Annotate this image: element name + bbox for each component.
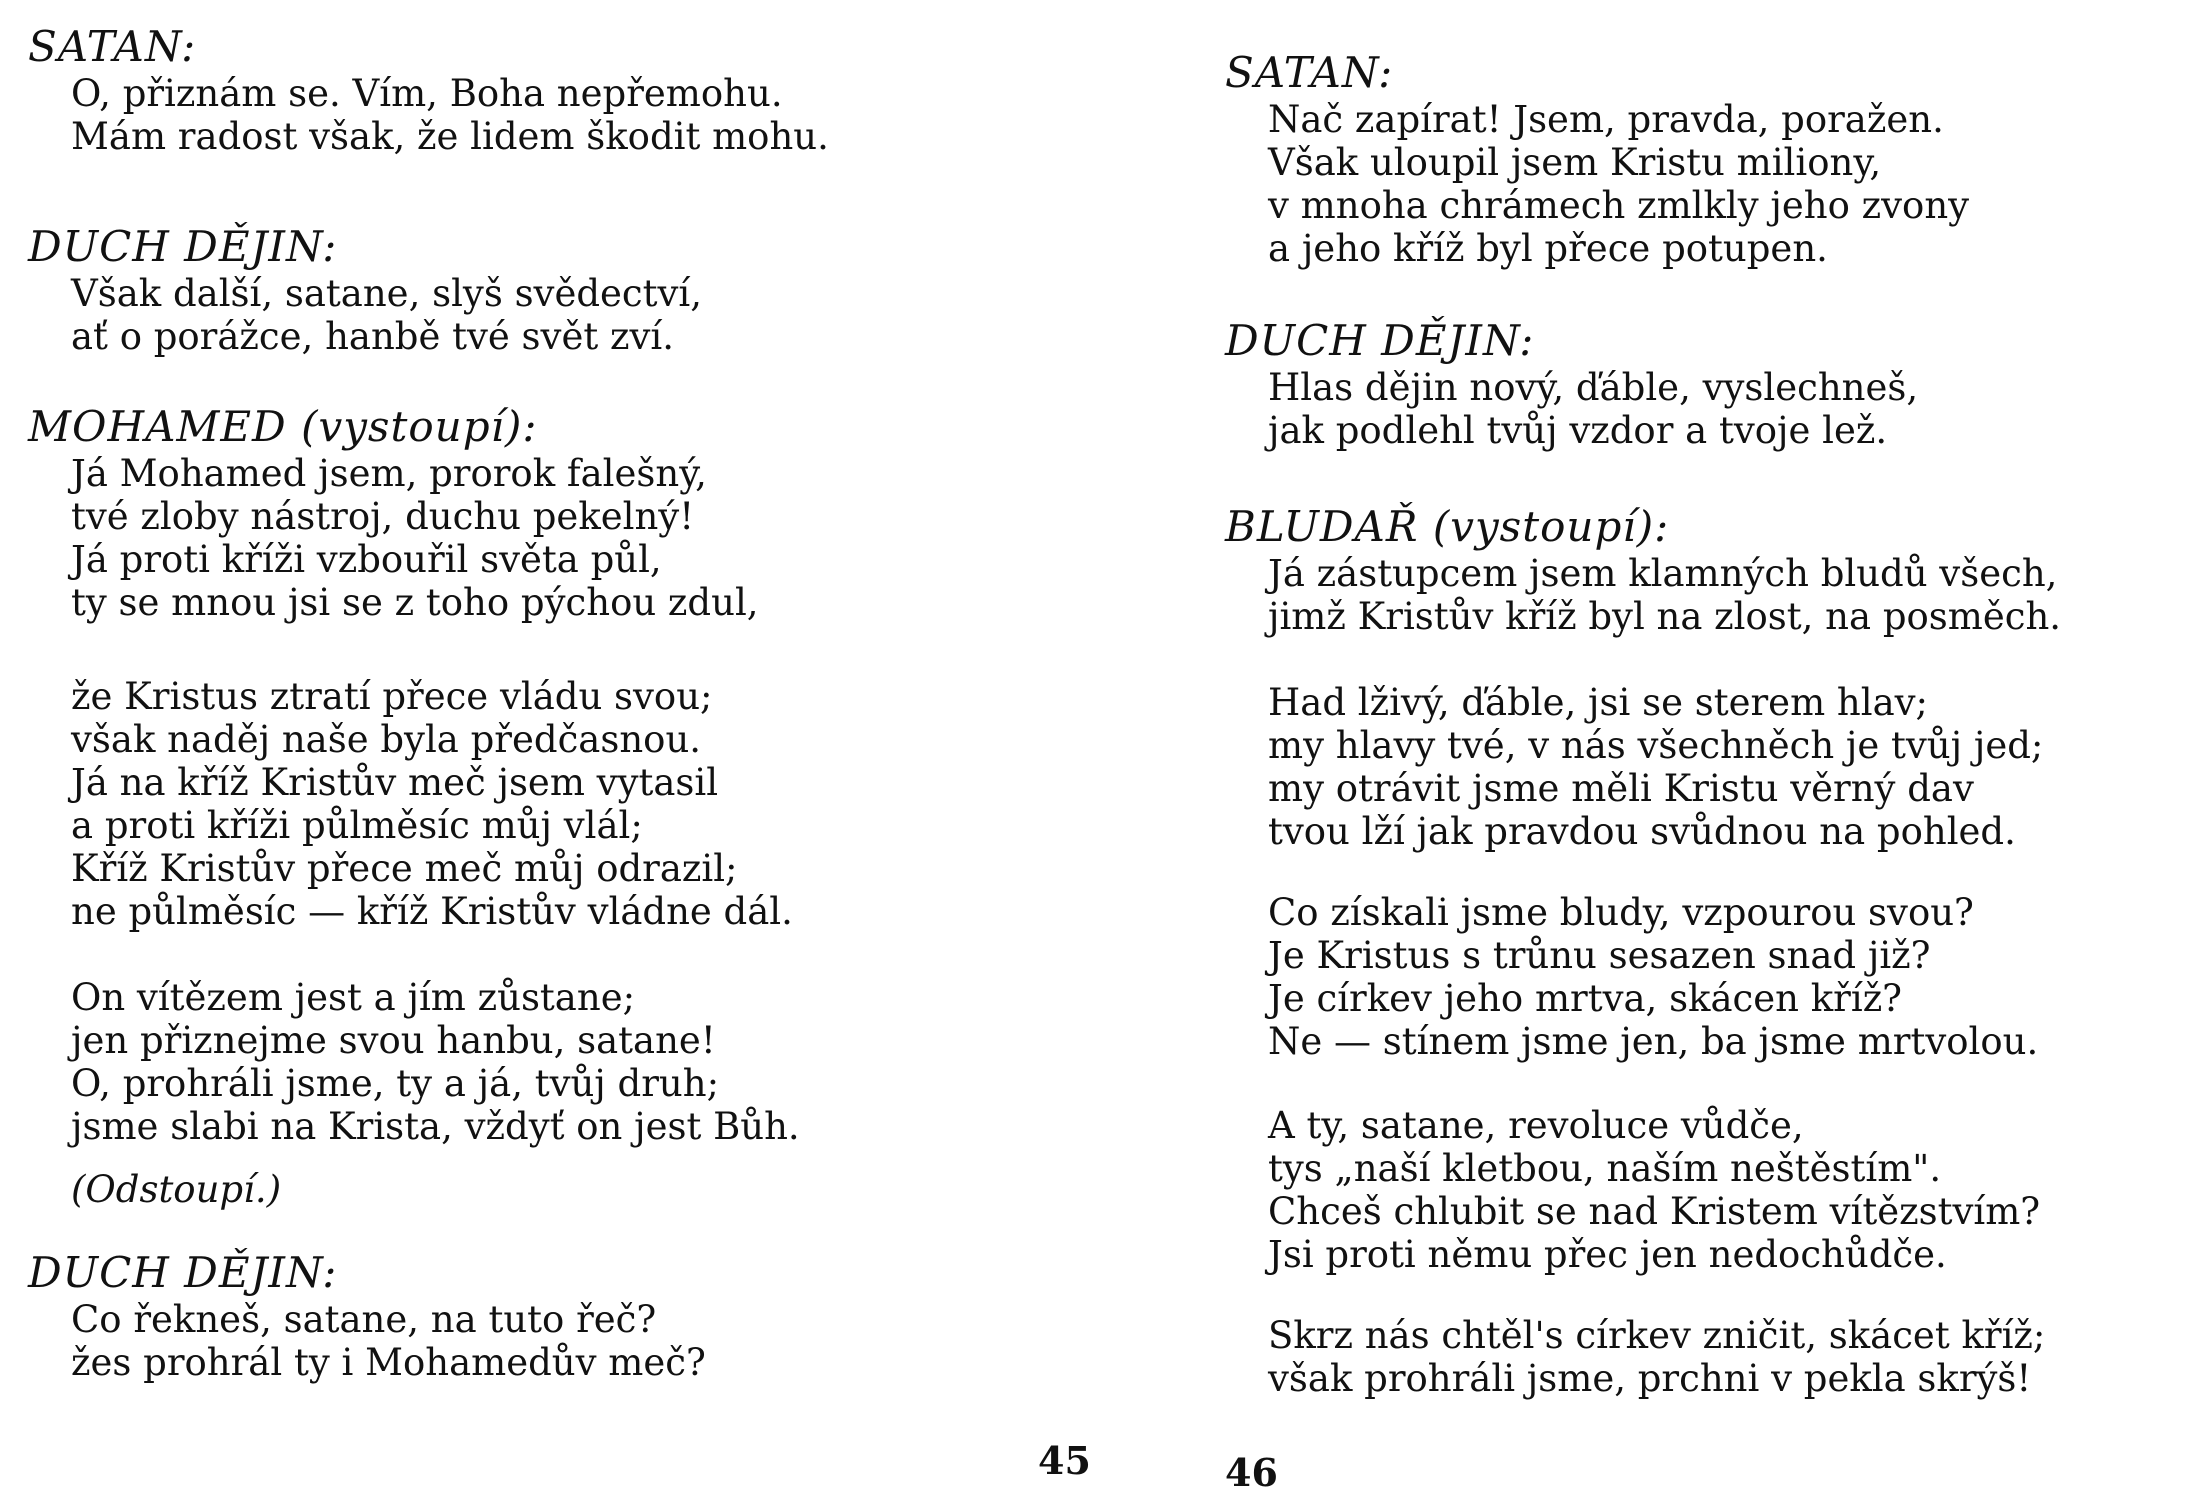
speaker-name: SATAN: (28, 22, 197, 71)
verse-line: Skrz nás chtěl's církev zničit, skácet kříž; (1268, 1314, 2046, 1357)
verse-line: jimž Kristův kříž byl na zlost, na posměch. (1268, 595, 2062, 638)
verse-line: ne půlměsíc — kříž Kristův vládne dál. (71, 890, 793, 933)
verse-lines (1225, 681, 2043, 853)
verse-lines (1225, 366, 1918, 452)
speech-block (28, 222, 702, 358)
stanza (1225, 1104, 2040, 1276)
stanza (28, 675, 793, 933)
speech-block (1225, 502, 2061, 638)
page-number: 45 (1038, 1438, 1091, 1483)
verse-line: ty se mnou jsi se z toho pýchou zdul, (71, 581, 759, 624)
verse-line: Ne — stínem jsme jen, ba jsme mrtvolou. (1268, 1020, 2039, 1063)
verse-line: Chceš chlubit se nad Kristem vítězstvím? (1268, 1190, 2041, 1233)
speaker-name: DUCH DĚJIN: (1225, 316, 1535, 365)
stanza (1225, 891, 2038, 1063)
speaker-name: DUCH DĚJIN: (28, 1248, 338, 1297)
verse-line: my otrávit jsme měli Kristu věrný dav (1268, 767, 1974, 810)
verse-line: O, prohráli jsme, ty a já, tvůj druh; (71, 1062, 720, 1105)
verse-line: A ty, satane, revoluce vůdče, (1268, 1104, 1804, 1147)
verse-lines (1225, 98, 1969, 270)
verse-line: Je Kristus s trůnu sesazen snad již? (1268, 934, 1931, 977)
speech-block (1225, 316, 1918, 452)
verse-line: Nač zapírat! Jsem, pravda, poražen. (1268, 98, 1944, 141)
speaker-name: DUCH DĚJIN: (28, 222, 338, 271)
verse-line: žes prohrál ty i Mohamedův meč? (71, 1341, 706, 1384)
verse-line: Jsi proti němu přec jen nedochůdče. (1268, 1233, 1947, 1276)
speaker-name: BLUDAŘ (vystoupí): (1225, 502, 1670, 551)
verse-line: a jeho kříž byl přece potupen. (1268, 227, 1828, 270)
verse-lines (28, 452, 759, 624)
speaker-name: MOHAMED (vystoupí): (28, 402, 538, 451)
stage-direction (28, 1168, 281, 1211)
verse-lines (1225, 891, 2038, 1063)
verse-lines (1225, 1104, 2040, 1276)
verse-line: Had lživý, ďáble, jsi se sterem hlav; (1268, 681, 1929, 724)
verse-line: tys „naší kletbou, naším neštěstím". (1268, 1147, 1942, 1190)
verse-line: Kříž Kristův přece meč můj odrazil; (71, 847, 738, 890)
stanza (1225, 1314, 2045, 1400)
verse-line: a proti kříži půlměsíc můj vlál; (71, 804, 643, 847)
page-number: 46 (1225, 1450, 1278, 1495)
speech-block (1225, 48, 1969, 270)
verse-line: v mnoha chrámech zmlkly jeho zvony (1268, 184, 1970, 227)
verse-lines (28, 976, 800, 1148)
verse-line: tvou lží jak pravdou svůdnou na pohled. (1268, 810, 2016, 853)
verse-line: Já proti kříži vzbouřil světa půl, (71, 538, 662, 581)
speech-block (28, 402, 759, 624)
verse-lines (28, 72, 829, 158)
verse-line: však prohráli jsme, prchni v pekla skrýš! (1268, 1357, 2032, 1400)
verse-line: však naděj naše byla předčasnou. (71, 718, 702, 761)
speech-block (28, 1248, 706, 1384)
verse-lines (28, 1298, 706, 1384)
verse-line: Však uloupil jsem Kristu miliony, (1268, 141, 1882, 184)
stage-direction-text: (Odstoupí.) (71, 1168, 282, 1211)
verse-line: On vítězem jest a jím zůstane; (71, 976, 636, 1019)
stanza (28, 976, 800, 1148)
verse-line: jak podlehl tvůj vzdor a tvoje lež. (1268, 409, 1888, 452)
verse-line: Já na kříž Kristův meč jsem vytasil (71, 761, 719, 804)
verse-line: tvé zloby nástroj, duchu pekelný! (71, 495, 695, 538)
stanza (1225, 681, 2043, 853)
verse-lines (1225, 1314, 2045, 1400)
verse-line: O, přiznám se. Vím, Boha nepřemohu. (71, 72, 783, 115)
verse-line: že Kristus ztratí přece vládu svou; (71, 675, 713, 718)
verse-line: Hlas dějin nový, ďáble, vyslechneš, (1268, 366, 1919, 409)
verse-line: Je církev jeho mrtva, skácen kříž? (1268, 977, 1903, 1020)
speaker-name: SATAN: (1225, 48, 1394, 97)
speech-block (28, 22, 829, 158)
verse-line: Já zástupcem jsem klamných bludů všech, (1268, 552, 2058, 595)
verse-line: jsme slabi na Krista, vždyť on jest Bůh. (71, 1105, 800, 1148)
verse-line: jen přiznejme svou hanbu, satane! (71, 1019, 716, 1062)
verse-lines (1225, 552, 2061, 638)
verse-line: ať o porážce, hanbě tvé svět zví. (71, 315, 674, 358)
verse-line: my hlavy tvé, v nás všechněch je tvůj jed; (1268, 724, 2044, 767)
verse-line: Co získali jsme bludy, vzpourou svou? (1268, 891, 1974, 934)
verse-line: Však další, satane, slyš svědectví, (71, 272, 703, 315)
verse-line: Já Mohamed jsem, prorok falešný, (71, 452, 707, 495)
verse-line: Co řekneš, satane, na tuto řeč? (71, 1298, 657, 1341)
verse-lines (28, 675, 793, 933)
verse-line: Mám radost však, že lidem škodit mohu. (71, 115, 829, 158)
verse-lines (28, 272, 702, 358)
